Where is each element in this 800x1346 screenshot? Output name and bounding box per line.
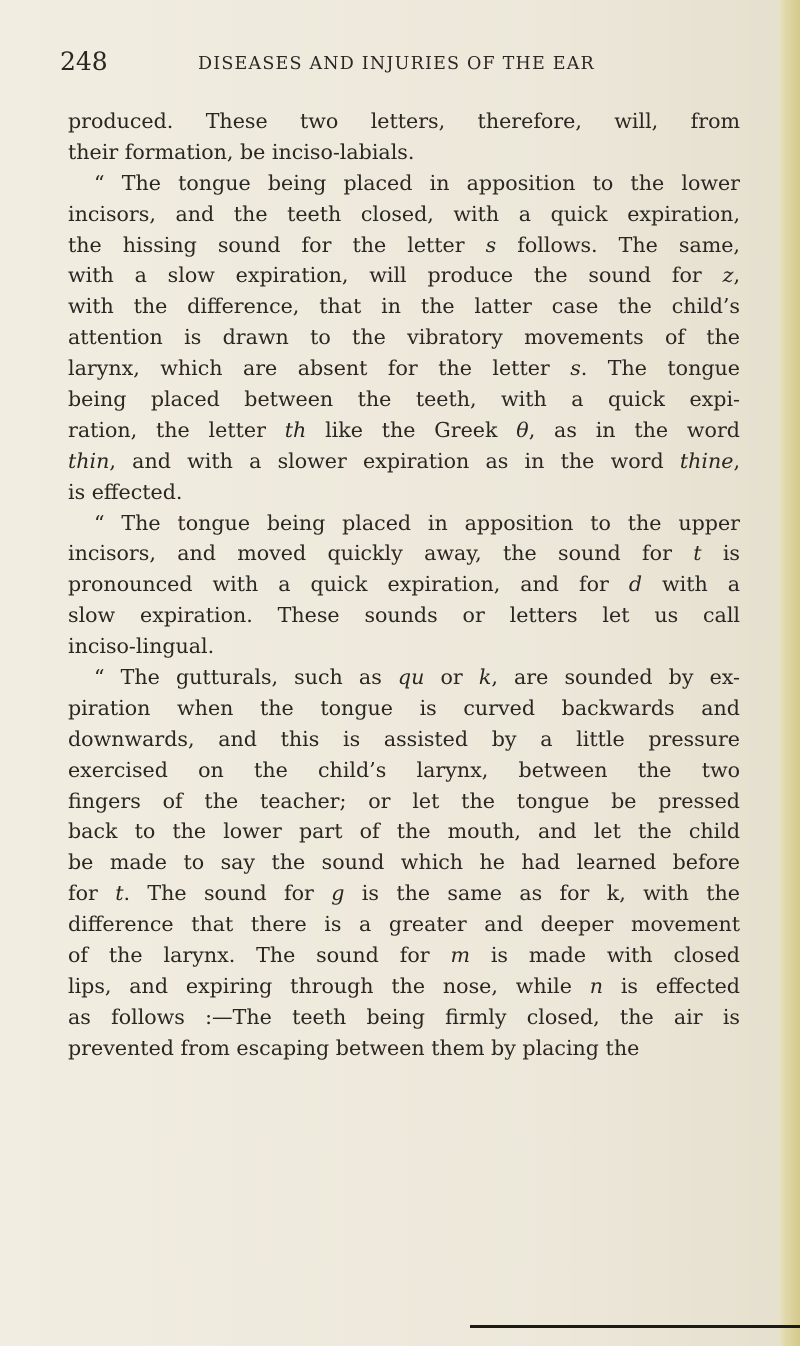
italic-segment: s <box>485 232 497 257</box>
text-segment: inciso-lingual. <box>68 634 215 659</box>
text-segment: is made with closed <box>469 943 740 968</box>
italic-segment: k <box>478 665 492 690</box>
running-title: DISEASES AND INJURIES OF THE EAR <box>198 54 595 74</box>
text-line <box>68 724 740 755</box>
text-segment: fingers of the teacher; or let the tongue be pressed <box>68 788 740 813</box>
text-segment: . The sound for <box>123 881 332 906</box>
text-line <box>68 755 740 786</box>
text-line <box>68 137 740 168</box>
italic-segment: m <box>450 943 470 968</box>
text-segment: produced. These two letters, therefore, will, from <box>68 109 740 133</box>
text-segment: attention is drawn to the vibratory movements of the <box>68 325 740 350</box>
text-segment: be made to say the sound which he had learned before <box>68 850 740 875</box>
text-line <box>68 878 740 909</box>
italic-segment: th <box>284 417 307 442</box>
text-line <box>68 538 740 569</box>
italic-segment: s <box>570 356 581 381</box>
text-segment: exercised on the child’s larynx, between the two <box>68 757 740 782</box>
text-line <box>68 322 740 353</box>
text-segment: incisors, and moved quickly away, the sound for <box>68 541 694 566</box>
text-segment: their formation, be inciso-labials. <box>68 139 415 164</box>
text-segment: is <box>701 541 740 566</box>
text-segment: , and with a slower expiration as in the word <box>109 448 680 473</box>
text-line <box>68 106 740 137</box>
text-segment: lips, and expiring through the nose, while <box>68 973 590 998</box>
text-line <box>68 1033 740 1064</box>
text-segment: the hissing sound for the letter <box>68 232 486 257</box>
text-line <box>68 384 740 415</box>
italic-segment: z <box>722 263 734 288</box>
italic-segment: thine <box>679 448 734 473</box>
text-segment: “ The gutturals, such as <box>94 665 398 690</box>
text-segment: incisors, and the teeth closed, with a quick expiration, <box>68 201 740 226</box>
text-segment: . The tongue <box>580 356 740 381</box>
text-line <box>68 940 740 971</box>
text-segment: back to the lower part of the mouth, and let the child <box>68 819 740 844</box>
text-line <box>68 260 740 291</box>
text-segment: with a slow expiration, will produce the sound for <box>68 263 723 288</box>
text-line <box>68 662 740 693</box>
text-line <box>68 847 740 878</box>
page-number: 248 <box>60 47 108 76</box>
italic-segment: g <box>331 881 345 906</box>
text-segment: , as in the word <box>528 417 740 442</box>
text-segment: of the larynx. The sound for <box>68 943 451 968</box>
italic-segment: n <box>589 973 604 998</box>
page-edge <box>778 0 800 1346</box>
text-line <box>68 909 740 940</box>
italic-segment: d <box>628 572 642 597</box>
text-line <box>68 631 740 662</box>
text-segment: piration when the tongue is curved backwards and <box>68 695 740 720</box>
bottom-rule <box>470 1325 800 1328</box>
italic-segment: qu <box>397 665 425 690</box>
text-line <box>68 1002 740 1033</box>
text-segment: , <box>733 263 740 288</box>
text-segment: larynx, which are absent for the letter <box>68 356 571 381</box>
text-segment: difference that there is a greater and deeper movement <box>68 912 740 937</box>
text-line <box>68 353 740 384</box>
italic-segment: thin <box>68 448 110 473</box>
text-segment: “ The tongue being placed in apposition to the lower <box>94 170 740 195</box>
text-line <box>68 971 740 1002</box>
italic-segment: θ <box>516 417 529 442</box>
italic-segment: t <box>693 541 702 566</box>
text-segment: or <box>424 665 479 690</box>
text-segment: , are sounded by ex- <box>491 665 740 690</box>
text-segment: with the difference, that in the latter case the child’s <box>68 294 740 319</box>
text-segment: slow expiration. These sounds or letters let us call <box>68 603 740 628</box>
text-segment: is effected <box>603 973 740 998</box>
text-segment: for <box>68 881 116 906</box>
text-line <box>68 291 740 322</box>
text-line <box>68 569 740 600</box>
text-segment: is effected. <box>68 479 183 504</box>
page-header <box>60 44 760 80</box>
text-line <box>68 693 740 724</box>
text-line <box>68 786 740 817</box>
text-segment: , <box>733 448 740 473</box>
text-segment: follows. The same, <box>496 232 740 257</box>
text-line <box>68 199 740 230</box>
text-segment: “ The tongue being placed in apposition to the upper <box>94 510 740 535</box>
text-segment: prevented from escaping between them by placing the <box>68 1035 640 1060</box>
text-segment: is the same as for k, with the <box>344 881 740 906</box>
text-line <box>68 600 740 631</box>
text-line <box>68 477 740 508</box>
text-line <box>68 816 740 847</box>
text-line <box>68 508 740 539</box>
text-line <box>68 446 740 477</box>
body-text <box>68 106 740 1064</box>
text-segment: with a <box>642 572 740 597</box>
text-line <box>68 415 740 446</box>
text-segment: ration, the letter <box>68 417 285 442</box>
text-segment: pronounced with a quick expiration, and for <box>68 572 629 597</box>
text-segment: as follows :—The teeth being firmly closed, the air is <box>68 1004 740 1029</box>
text-line <box>68 230 740 261</box>
text-segment: like the Greek <box>306 417 517 442</box>
text-line <box>68 168 740 199</box>
text-segment: downwards, and this is assisted by a little pressure <box>68 726 740 751</box>
text-segment: being placed between the teeth, with a quick expi- <box>68 387 740 412</box>
italic-segment: t <box>115 881 124 906</box>
